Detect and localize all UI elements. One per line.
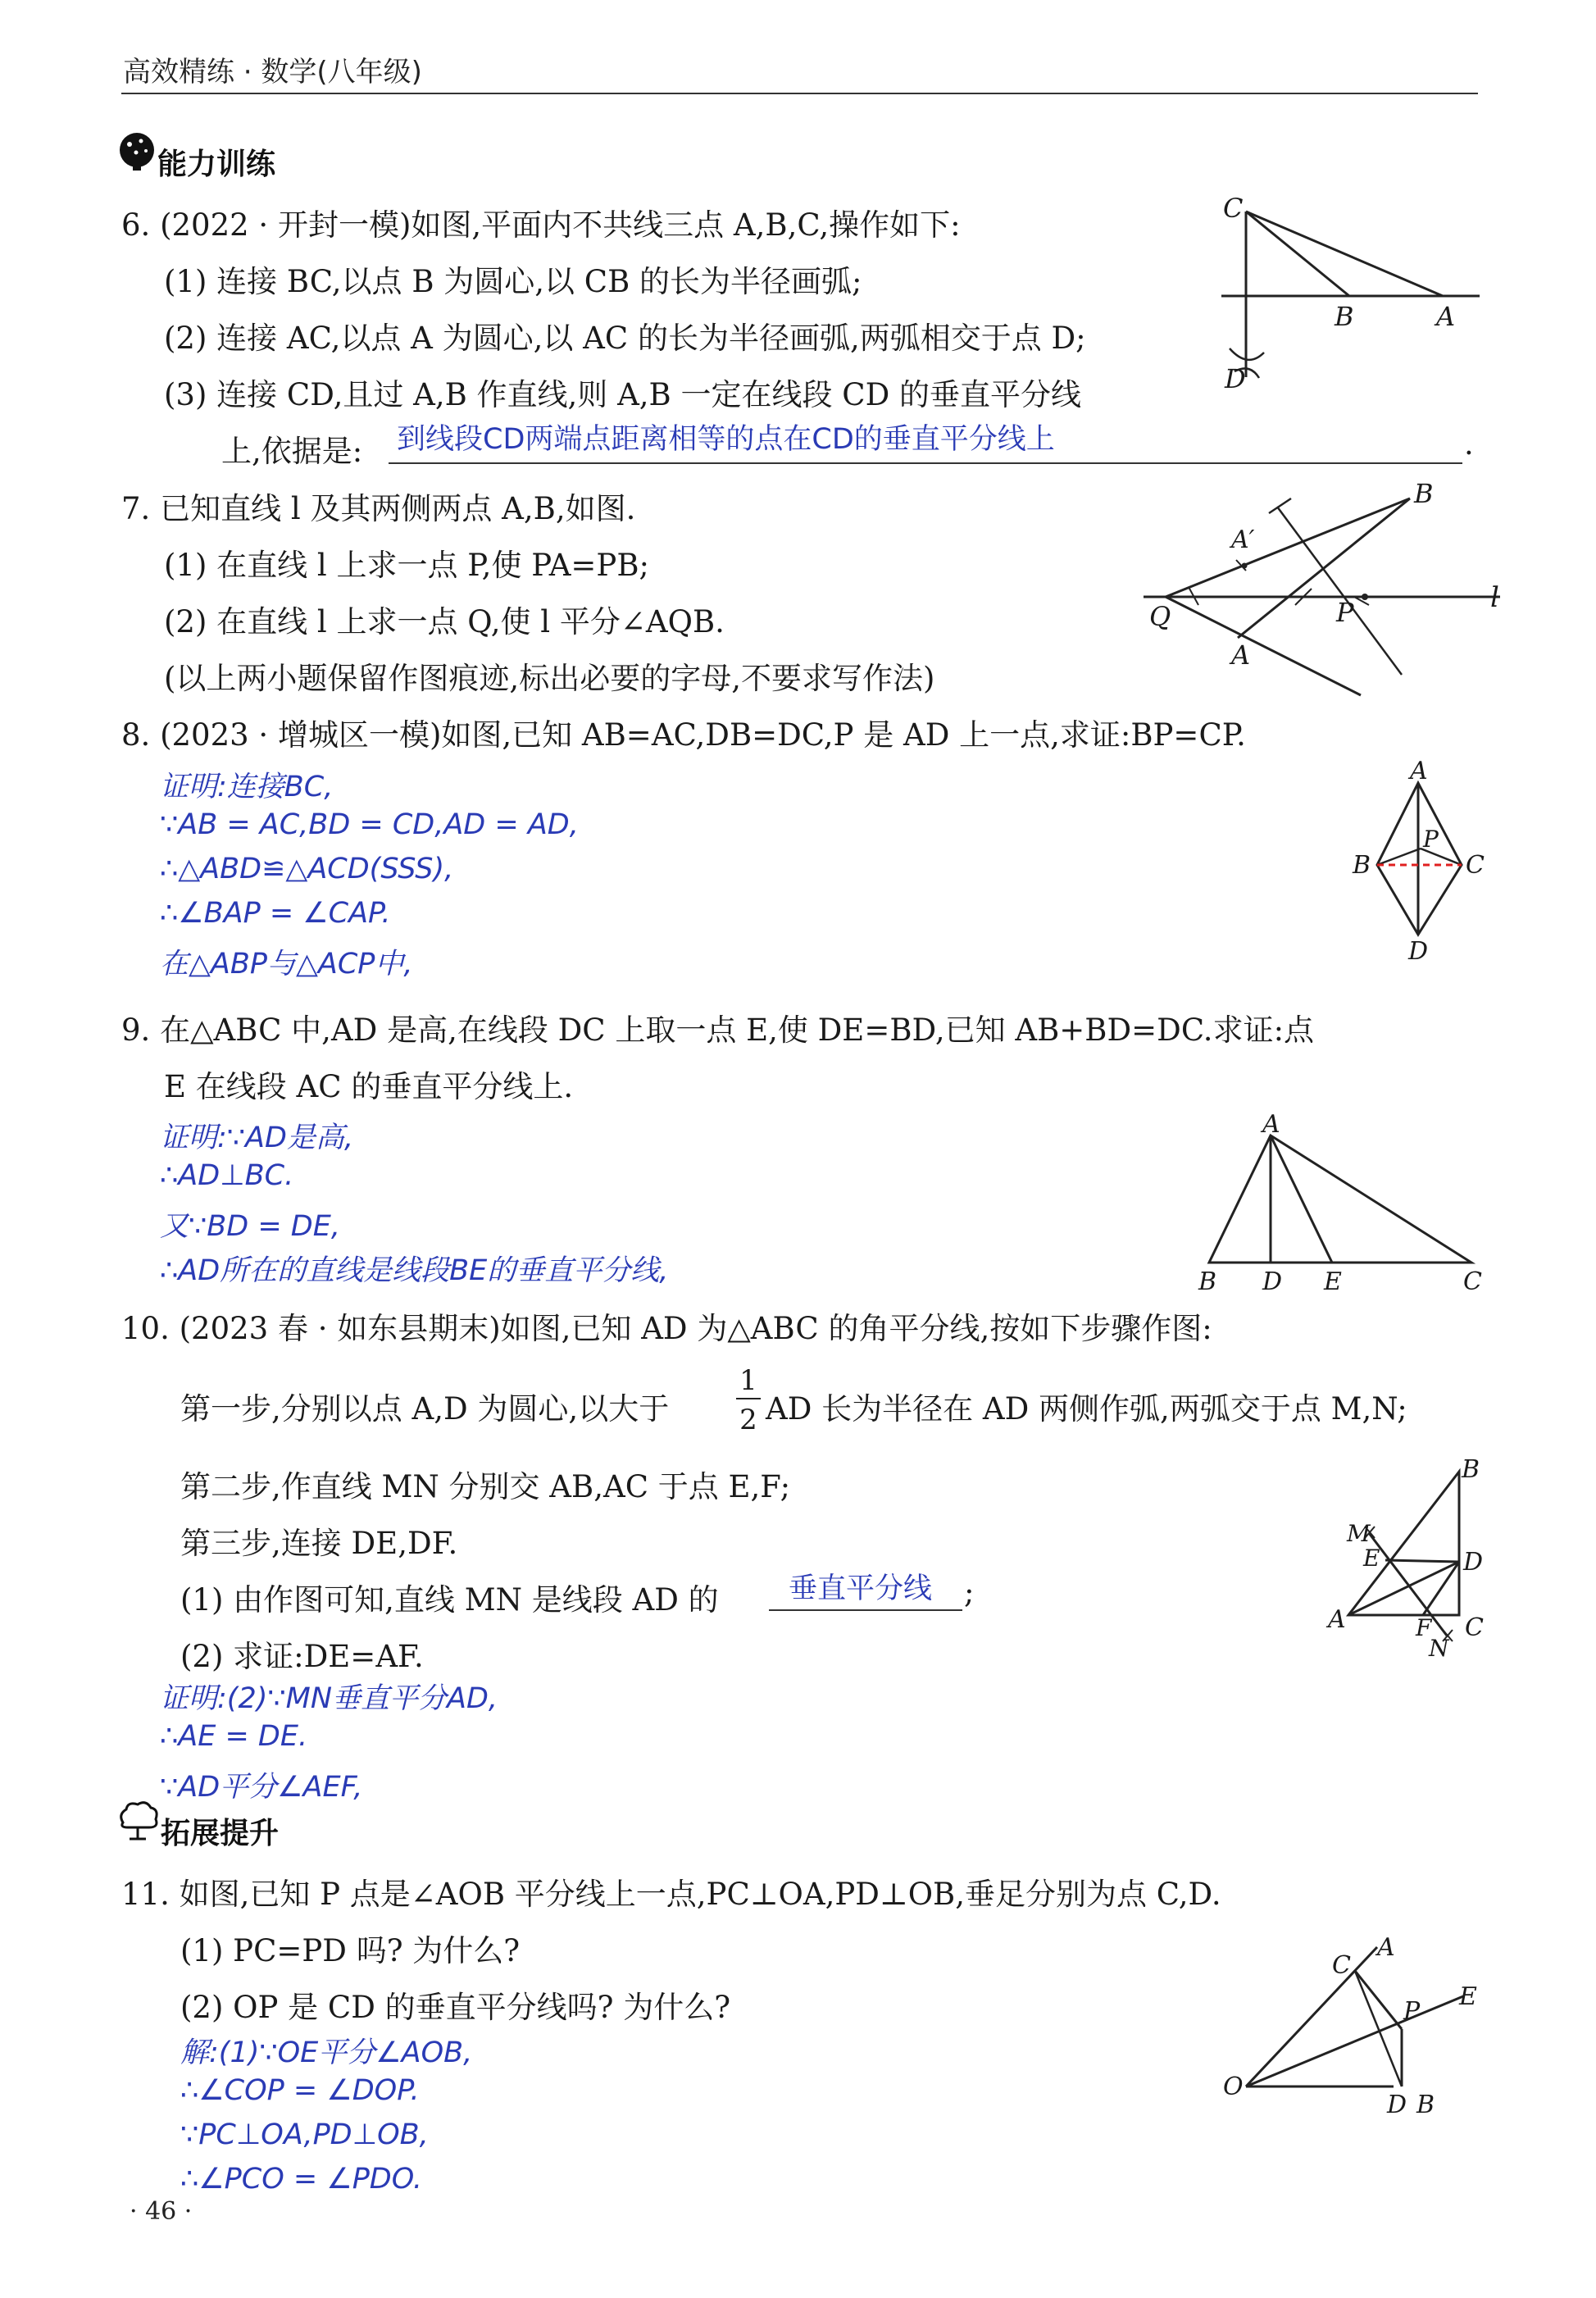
q11-line-2: ∴∠COP = ∠DOP. [180, 2074, 420, 2107]
q7-label-b: B [1414, 478, 1434, 509]
q10-label-b: B [1462, 1455, 1480, 1484]
q8-label-b: B [1353, 851, 1371, 880]
q10-part1-answer: 垂直平分线 [789, 1572, 933, 1605]
q7-part1: (1) 在直线 l 上求一点 P,使 PA=PB; [164, 548, 649, 583]
q8-label-p: P [1423, 826, 1439, 853]
q10-label-e: E [1363, 1545, 1380, 1572]
q10-part1: (1) 由作图可知,直线 MN 是线段 AD 的 [180, 1582, 719, 1618]
q10-step3: 第三步,连接 DE,DF. [180, 1526, 458, 1561]
q6-label-a: A [1436, 301, 1456, 332]
q9-figure [1189, 1111, 1492, 1295]
q6-label-d: D [1225, 363, 1246, 394]
q11-part1: (1) PC=PD 吗? 为什么? [180, 1933, 521, 1968]
q8-label-d: D [1408, 937, 1429, 963]
q8-line-5: 在△ABP与△ACP中, [160, 948, 413, 981]
q7-figure [1139, 474, 1516, 703]
q6-step1: (1) 连接 BC,以点 B 为圆心,以 CB 的长为半径画弧; [164, 264, 862, 299]
q6-step3b: 上,依据是: [221, 434, 363, 469]
q10-frac-num: 1 [739, 1364, 757, 1397]
q11-label-o: O [1223, 2073, 1244, 2101]
q10-step1b: AD 长为半径在 AD 两侧作弧,两弧交于点 M,N; [766, 1391, 1407, 1427]
q11-line-3: ∵PC⊥OA,PD⊥OB, [180, 2118, 429, 2151]
q10-line-3: ∵AD平分∠AEF, [160, 1771, 363, 1804]
section-icon-1 [116, 131, 157, 175]
q7-label-a1: A′ [1231, 526, 1255, 554]
q10-label-m: M [1347, 1520, 1371, 1547]
q10-line-2: ∴AE = DE. [160, 1720, 308, 1753]
q11-label-e: E [1459, 1982, 1477, 2011]
q6-answer: 到线段CD两端点距离相等的点在CD的垂直平分线上 [397, 423, 1055, 456]
q10-part2: (2) 求证:DE=AF. [180, 1639, 424, 1674]
q10-label-n: N [1429, 1635, 1449, 1662]
q11-line-4: ∴∠PCO = ∠PDO. [180, 2163, 423, 2196]
tree-icon [116, 1800, 161, 1841]
q10-part1-end: ; [964, 1575, 975, 1610]
section-title-extend: 拓展提升 [161, 1817, 280, 1850]
q9-label-c: C [1463, 1267, 1482, 1295]
q9-line-1: 证明:∵AD是高, [160, 1122, 354, 1154]
q7-label-l: l [1490, 581, 1499, 614]
q7-stem: 7. 已知直线 l 及其两侧两点 A,B,如图. [121, 491, 636, 526]
q7-label-a: A [1231, 639, 1251, 671]
q8-stem: 8. (2023 · 增城区一模)如图,已知 AB=AC,DB=DC,P 是 AD 上一点,求证:BP=CP. [121, 717, 1246, 753]
section-icon-2 [116, 1800, 161, 1844]
q11-label-a: A [1377, 1933, 1395, 1962]
page-number: · 46 · [130, 2197, 193, 2226]
q11-line-1: 解:(1)∵OE平分∠AOB, [180, 2036, 473, 2069]
q6-stem: 6. (2022 · 开封一模)如图,平面内不共线三点 A,B,C,操作如下: [121, 207, 961, 243]
q11-part2: (2) OP 是 CD 的垂直平分线吗? 为什么? [180, 1990, 731, 2025]
q8-line-3: ∴△ABD≌△ACD(SSS), [160, 853, 454, 885]
q10-label-f: F [1416, 1614, 1432, 1641]
q6-figure [1205, 184, 1492, 402]
q10-frac-den: 2 [739, 1404, 757, 1436]
q6-label-b: B [1335, 301, 1354, 332]
q8-line-1: 证明:连接BC, [160, 771, 334, 803]
q7-part2: (2) 在直线 l 上求一点 Q,使 l 平分∠AQB. [164, 604, 725, 639]
q10-label-d: D [1463, 1548, 1484, 1577]
q8-label-a: A [1410, 758, 1428, 785]
q6-answer-underline [389, 462, 1462, 464]
q11-figure [1213, 1923, 1492, 2127]
q6-label-c: C [1223, 193, 1244, 224]
q10-step2: 第二步,作直线 MN 分别交 AB,AC 于点 E,F; [180, 1469, 791, 1504]
q11-label-b: B [1416, 2091, 1435, 2119]
q10-answer-underline [769, 1609, 962, 1611]
header-rule [121, 93, 1478, 94]
q9-stem-2: E 在线段 AC 的垂直平分线上. [164, 1069, 574, 1104]
q6-end: . [1464, 426, 1474, 462]
q8-figure [1344, 758, 1492, 963]
q10-stem: 10. (2023 春 · 如东县期末)如图,已知 AD 为△ABC 的角平分线,按如下步骤作图: [121, 1311, 1212, 1346]
q10-line-1: 证明:(2)∵MN垂直平分AD, [160, 1682, 498, 1715]
q9-line-2: ∴AD⊥BC. [160, 1159, 294, 1192]
q8-line-2: ∵AB = AC,BD = CD,AD = AD, [160, 808, 579, 841]
q9-label-d: D [1262, 1267, 1283, 1295]
q9-line-4: ∴AD所在的直线是线段BE的垂直平分线, [160, 1254, 669, 1287]
q6-step2: (2) 连接 AC,以点 A 为圆心,以 AC 的长为半径画弧,两弧相交于点 D; [164, 321, 1086, 356]
q11-label-c: C [1332, 1951, 1351, 1980]
q10-frac-bar [736, 1398, 761, 1399]
q10-label-a: A [1328, 1605, 1346, 1634]
q9-label-a: A [1262, 1111, 1280, 1139]
header-title: 高效精练 · 数学(八年级) [123, 56, 422, 89]
q8-label-c: C [1466, 851, 1485, 880]
q9-line-3: 又∵BD = DE, [160, 1210, 340, 1243]
q10-step1a: 第一步,分别以点 A,D 为圆心,以大于 [180, 1391, 670, 1427]
q9-label-e: E [1324, 1267, 1342, 1295]
q10-figure [1324, 1451, 1496, 1672]
q6-step3: (3) 连接 CD,且过 A,B 作直线,则 A,B 一定在线段 CD 的垂直平分线 [164, 377, 1081, 412]
q7-note: (以上两小题保留作图痕迹,标出必要的字母,不要求写作法) [164, 661, 935, 696]
brain-icon [116, 131, 157, 172]
q11-stem: 11. 如图,已知 P 点是∠AOB 平分线上一点,PC⊥OA,PD⊥OB,垂足分别为点 C,D. [121, 1877, 1221, 1912]
section-title-ability: 能力训练 [157, 148, 276, 181]
q7-label-p: P [1336, 597, 1354, 628]
q11-label-p: P [1403, 1997, 1421, 2026]
q10-label-c: C [1465, 1613, 1484, 1642]
q9-label-b: B [1198, 1267, 1217, 1295]
q8-line-4: ∴∠BAP = ∠CAP. [160, 897, 391, 930]
q11-label-d: D [1387, 2091, 1407, 2119]
q7-label-q: Q [1149, 601, 1171, 632]
q9-stem-1: 9. 在△ABC 中,AD 是高,在线段 DC 上取一点 E,使 DE=BD,已知 AB+BD=DC.求证:点 [121, 1012, 1315, 1048]
